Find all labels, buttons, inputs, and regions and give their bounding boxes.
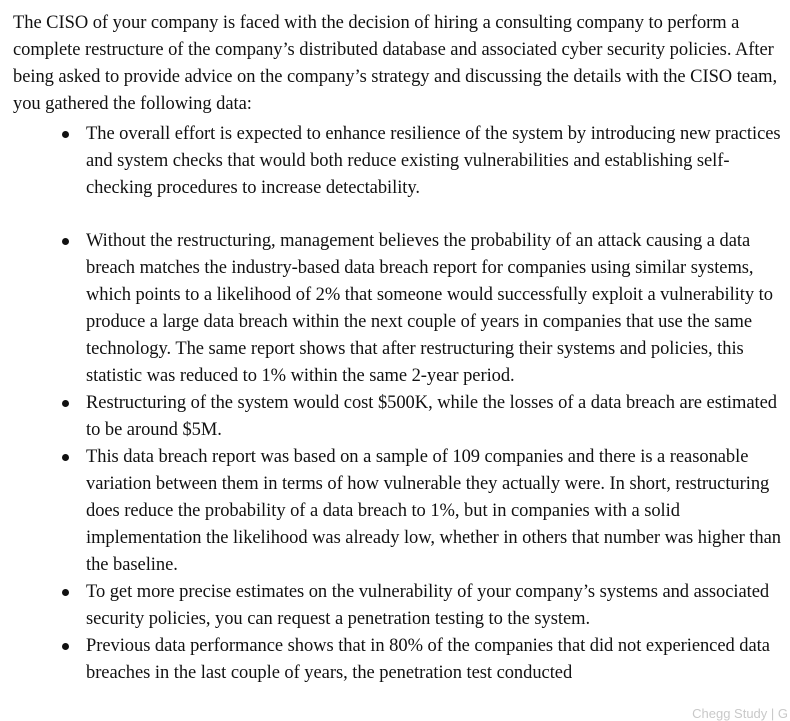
intro-paragraph: The CISO of your company is faced with the decision of hiring a consulting company to perform a complete restructure of the company’s distributed database and associated cyber security policies. After being asked to provide advice on the company’s strategy and discussing the details with the CISO team, you gathered the following data: (13, 13, 778, 114)
list-item (13, 390, 783, 444)
list-item-text: This data breach report was based on a sample of 109 companies and there is a reasonable variation between them in terms of how vulnerable they actually were. In short, restructuring does reduce the probability of a data breach to 1%, but in companies with a solid implementation the likelihood was already low, whether in others that number was higher than the baseline. (86, 447, 781, 575)
document-page (13, 10, 783, 687)
list-item-text: Without the restructuring, management believes the probability of an attack causing a data breach matches the industry-based data breach report for companies using similar systems, which points to a likelihood of 2% that someone would successfully exploit a vulnerability to produce a large data breach within the next couple of years in companies that use the same technology. The same report shows that after restructuring their systems and policies, this statistic was reduced to 1% within the same 2-year period. (86, 231, 773, 386)
list-item-text: Restructuring of the system would cost $500K, while the losses of a data breach are estimated to be around $5M. (86, 393, 777, 440)
watermark: Chegg Study | G (692, 706, 788, 721)
list-item (13, 579, 783, 633)
bullet-dot-icon (62, 238, 69, 245)
list-item (13, 121, 783, 202)
list-item-text: Previous data performance shows that in 80% of the companies that did not experienced data breaches in the last couple of years, the penetration test conducted (86, 636, 770, 683)
list-item (13, 228, 783, 390)
bullet-dot-icon (62, 589, 69, 596)
bullet-dot-icon (62, 400, 69, 407)
bullet-dot-icon (62, 131, 69, 138)
list-item (13, 633, 783, 687)
bullet-dot-icon (62, 454, 69, 461)
list-item-text: The overall effort is expected to enhance resilience of the system by introducing new practices and system checks that would both reduce existing vulnerabilities and establishing self-checking procedures to increase detectability. (86, 124, 781, 198)
bullet-dot-icon (62, 643, 69, 650)
bullet-list (13, 121, 783, 687)
list-item-text: To get more precise estimates on the vulnerability of your company’s systems and associated security policies, you can request a penetration testing to the system. (86, 582, 770, 629)
list-item (13, 444, 783, 579)
